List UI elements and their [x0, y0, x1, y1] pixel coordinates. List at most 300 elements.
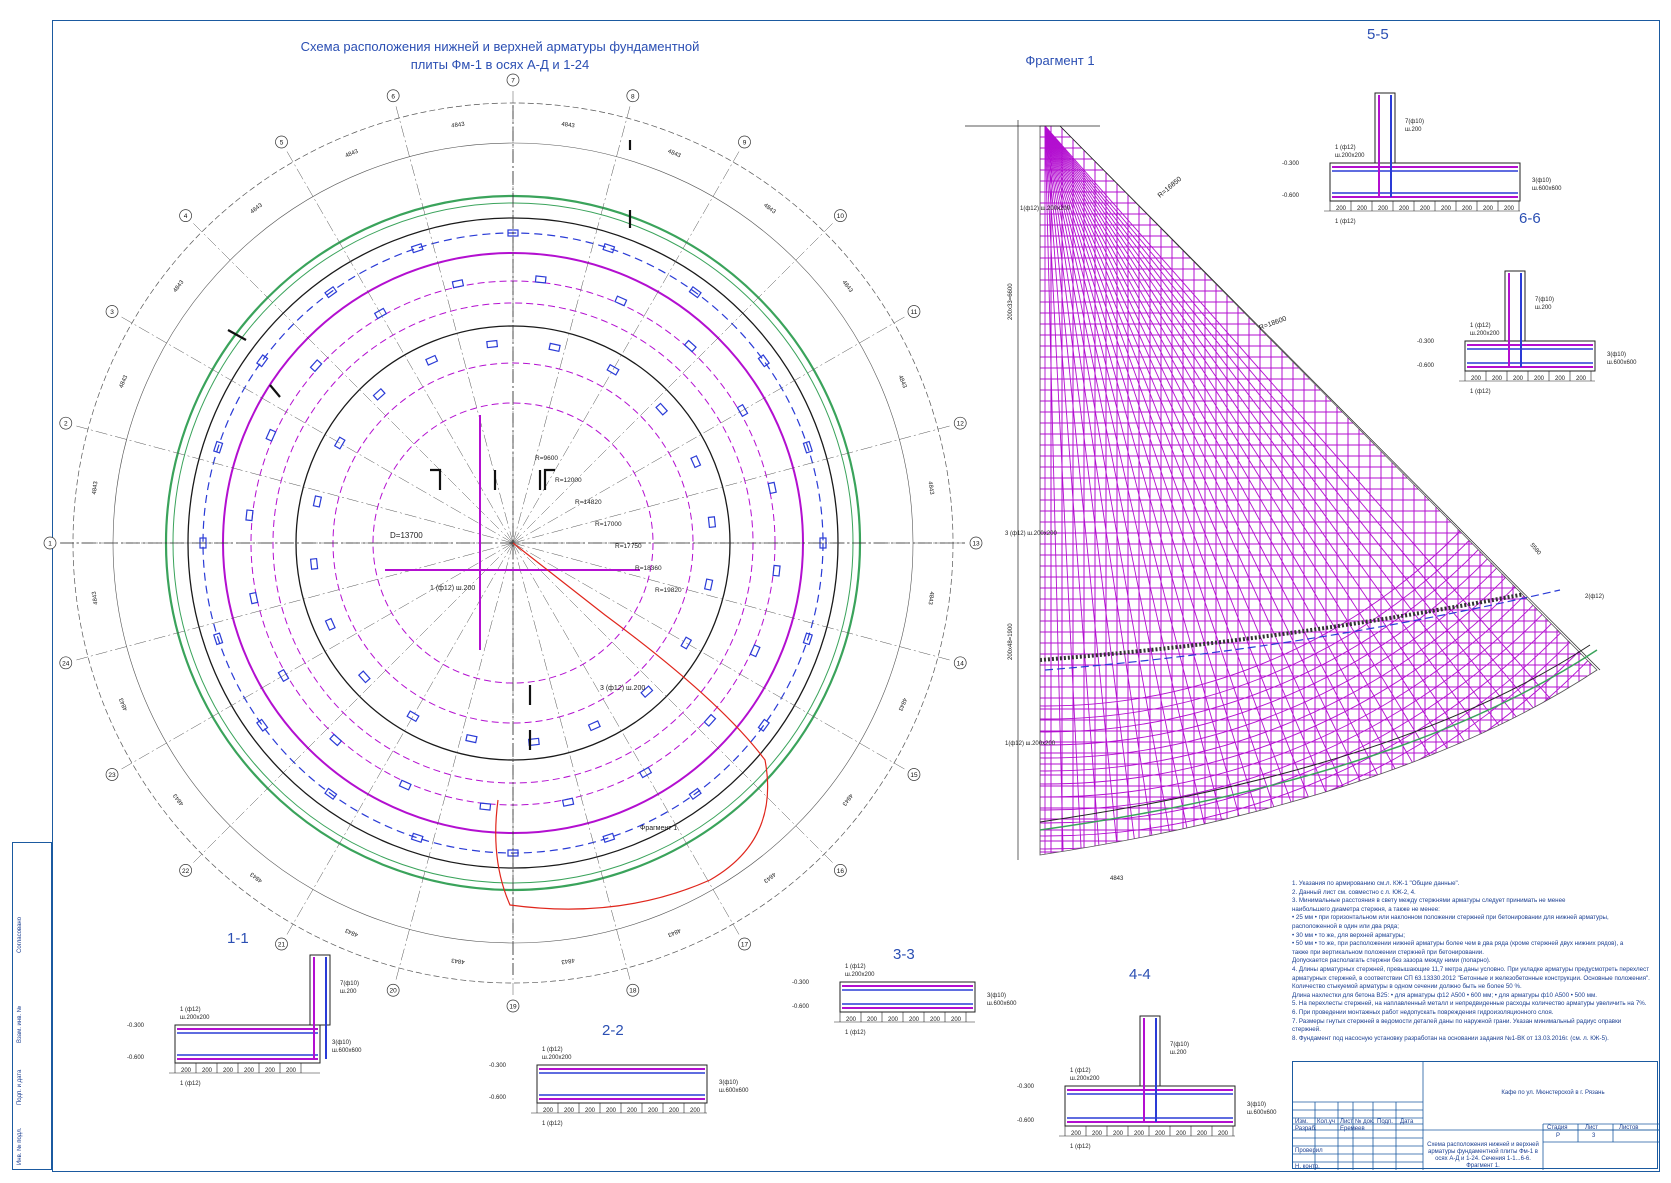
dim-step: 200 [1471, 376, 1482, 382]
axis-label: 17 [740, 941, 749, 949]
radial-axis-line [513, 426, 950, 543]
stamp-replace-inv: Взам. инв. № [17, 1005, 23, 1043]
axis-label: 9 [742, 139, 747, 147]
dim-step: 200 [846, 1017, 857, 1023]
tb-col-3: № док. [1355, 1119, 1375, 1125]
radial-bar [1045, 126, 1624, 815]
rebar-note-3: 3 (ф12) ш.200 [600, 685, 646, 692]
rebar-mark [535, 276, 546, 283]
fragment-callout: Фрагмент 1 [640, 825, 678, 832]
tb-developer: Еремеев [1340, 1126, 1365, 1132]
ring-dimension: 4843 [249, 870, 264, 884]
level-top: -0.300 [1417, 339, 1435, 345]
dim-step: 200 [286, 1068, 297, 1074]
bar7-note: 7(ф10) [1405, 119, 1424, 125]
section-drawing [792, 964, 1017, 1036]
radial-axis-line [513, 543, 904, 769]
fragment-rebar-note-3: 1(ф12) ш.200x200 [1005, 741, 1056, 747]
dim-step: 200 [1483, 206, 1494, 212]
level-bot: -0.600 [1417, 363, 1435, 369]
ring-dimension: 4843 [762, 870, 777, 884]
dim-step: 200 [1218, 1131, 1229, 1137]
radius-label: R=19820 [655, 587, 682, 594]
level-top: -0.300 [127, 1023, 145, 1029]
rebar-mark [480, 803, 491, 810]
radial-bar [1045, 126, 1289, 992]
section-2-2-title: 2-2 [602, 1022, 624, 1039]
stamp-inv-orig: Инв. № подл. [17, 1127, 23, 1165]
radial-bar [1045, 126, 1570, 857]
dim-step: 200 [1378, 206, 1389, 212]
dim-step: 200 [1092, 1131, 1103, 1137]
note-line: Количество стыкуемой арматуры в одном сечении должно быть не более 50 %. [1292, 983, 1522, 991]
slab-outline [1065, 1086, 1235, 1126]
dim-step: 200 [585, 1108, 596, 1114]
note-line: стержней. [1292, 1026, 1321, 1034]
radial-bar [1045, 126, 1495, 905]
ring-dimension: 4843 [560, 121, 575, 130]
tb-role-check: Проверил [1295, 1148, 1323, 1154]
bar-top-note: 1 (ф12) [1070, 1068, 1091, 1074]
bar3-note: 3(ф10) [987, 993, 1006, 999]
dim-step: 200 [627, 1108, 638, 1114]
fragment-dim-4: 4843 [1110, 876, 1124, 882]
dim-step: 200 [951, 1017, 962, 1023]
radius-label: R=17000 [595, 521, 622, 528]
radial-axis-line [193, 223, 513, 543]
radius-label: R=9600 [535, 455, 558, 462]
rebar-mark [691, 456, 701, 468]
bar3-note: 3(ф10) [1532, 178, 1551, 184]
ring-dimension: 4843 [451, 121, 466, 130]
dim-step: 200 [1513, 376, 1524, 382]
bar3-spacing: ш.600x600 [1247, 1110, 1277, 1116]
dim-step: 200 [1576, 376, 1587, 382]
rebar-mark [373, 389, 384, 400]
bar-top-spacing: ш.200x200 [542, 1055, 572, 1061]
axis-label: 10 [836, 213, 845, 221]
ring-bar [244, 0, 1671, 927]
ring-dimension: 4843 [172, 279, 186, 294]
rebar-mark [708, 517, 715, 528]
radial-bar [1045, 126, 1456, 927]
level-top: -0.300 [489, 1063, 507, 1069]
dim-step: 200 [1336, 206, 1347, 212]
ring-bar [179, 0, 1671, 992]
dim-step: 200 [1071, 1131, 1082, 1137]
dim-step: 200 [1357, 206, 1368, 212]
tb-role-dev: Разраб. [1295, 1126, 1317, 1132]
note-line: 4. Длины арматурных стержней, превышающие 11,7 метра даны условно. При укладке арматуры предусмотреть перехлест [1292, 965, 1650, 973]
radial-axis-line [122, 317, 513, 543]
dim-step: 200 [1399, 206, 1410, 212]
ring-bar [257, 0, 1671, 914]
ring-dimension: 4843 [666, 148, 682, 160]
dim-step: 200 [690, 1108, 701, 1114]
bar-top-spacing: ш.200x200 [845, 972, 875, 978]
rebar-mark [750, 645, 760, 657]
ring-dimension: 4843 [926, 481, 935, 496]
tb-col-2: Лист [1340, 1119, 1354, 1125]
slab-outline [537, 1065, 707, 1103]
ring-bar [218, 0, 1671, 953]
rebar-mark [399, 780, 411, 790]
level-bot: -0.600 [792, 1004, 810, 1010]
ring-dimension: 4843 [896, 374, 908, 390]
radial-bar [1045, 126, 1641, 801]
bar3-spacing: ш.600x600 [987, 1001, 1017, 1007]
dim-step: 200 [1492, 376, 1503, 382]
bar3-spacing: ш.600x600 [719, 1088, 749, 1094]
fragment-rebar-note-2: 3 (ф12) ш.200x200 [1005, 531, 1057, 537]
dim-step: 200 [1134, 1131, 1145, 1137]
radial-bar [1045, 126, 1310, 986]
ring-dimension: 4843 [91, 590, 100, 605]
rebar-mark [487, 341, 498, 348]
note-line: 5. На перехлесты стержней, на наплавленный металл и непредвиденные расходы количество арматуры увеличить на 7%. [1292, 1000, 1647, 1008]
dim-step: 200 [1113, 1131, 1124, 1137]
axis-label: 24 [62, 660, 70, 668]
radial-axis-line [513, 543, 739, 934]
section-3-3-title: 3-3 [893, 946, 915, 963]
bar-bot-note: 1 (ф12) [845, 1030, 866, 1036]
dim-step: 200 [888, 1017, 899, 1023]
dim-step: 200 [669, 1108, 680, 1114]
bar7-spacing: ш.200 [1405, 127, 1422, 133]
stamp-sign-date: Подп. и дата [17, 1069, 23, 1105]
title-block [1292, 1061, 1658, 1169]
radius-label: R=18360 [635, 565, 662, 572]
bar7-spacing: ш.200 [1535, 305, 1552, 311]
axis-label: 12 [956, 420, 964, 428]
level-bot: -0.600 [1017, 1118, 1035, 1124]
bar3-note: 3(ф10) [1607, 352, 1626, 358]
ring-dimension: 4843 [926, 590, 935, 605]
axis-label: 11 [910, 309, 918, 316]
bar-top-note: 1 (ф12) [1335, 145, 1356, 151]
note-line: Длина нахлестки для бетона В25: • для арматуры ф12 А500 • 600 мм; • для арматуры ф10 А500 • 500 мм. [1292, 991, 1597, 999]
rebar-mark [466, 735, 477, 743]
bar7-note: 7(ф10) [1170, 1042, 1189, 1048]
tb-sheet: 3 [1592, 1133, 1596, 1139]
note-line: также при вертикальном положении стержней при бетонировании. [1292, 948, 1484, 956]
ring-bar [374, 0, 1671, 797]
dim-step: 200 [606, 1108, 617, 1114]
slab-outline [175, 1025, 320, 1063]
slab-outline [1330, 163, 1520, 201]
tb-col-4: Подп. [1377, 1119, 1393, 1125]
radial-bar [1045, 126, 1179, 1016]
rebar-mark [589, 721, 601, 731]
radial-bar [1045, 126, 1067, 1026]
bar3-spacing: ш.600x600 [1607, 360, 1637, 366]
rebar-mark [412, 244, 423, 253]
tb-drawing-name: Схема расположения нижней и верхней арматуры фундаментной плиты Фм-1 в осях А-Д и 1-24. Сечения 1-1...6-6. Фрагмент 1. [1427, 1142, 1539, 1169]
ring-bar [283, 0, 1671, 888]
bar-bot-note: 1 (ф12) [180, 1081, 201, 1087]
axis-label: 18 [629, 987, 637, 995]
dim-step: 200 [1555, 376, 1566, 382]
note-line: • 50 мм • то же, при расположении нижней арматуры более чем в два ряда (кроме стержней двух нижних рядов), а [1292, 940, 1624, 948]
axis-label: 2 [63, 420, 68, 428]
bar7-note: 7(ф10) [1535, 297, 1554, 303]
section-drawing [1282, 93, 1562, 225]
rebar-mark [603, 244, 614, 253]
tb-col-1: Кол.уч [1317, 1119, 1335, 1125]
axis-label: 16 [836, 867, 845, 875]
bar-top-spacing: ш.200x200 [180, 1015, 210, 1021]
bar3-spacing: ш.600x600 [1532, 186, 1562, 192]
rebar-mark [452, 280, 463, 288]
axis-label: 19 [509, 1003, 517, 1011]
dim-step: 200 [648, 1108, 659, 1114]
diameter-label: D=13700 [390, 531, 423, 540]
bar3-note: 3(ф10) [332, 1040, 351, 1046]
section-5-5-title: 5-5 [1367, 26, 1389, 43]
level-bot: -0.600 [489, 1095, 507, 1101]
radial-bar [1045, 126, 1267, 998]
bar-bot-note: 1 (ф12) [542, 1121, 563, 1127]
bar7-spacing: ш.200 [1170, 1050, 1187, 1056]
bar7-note: 7(ф10) [340, 981, 359, 987]
bar-bot-note: 1 (ф12) [1470, 389, 1491, 395]
level-bot: -0.600 [127, 1055, 145, 1061]
ring-dimension: 4843 [666, 926, 682, 938]
rebar-mark [426, 356, 438, 366]
dim-step: 200 [1176, 1131, 1187, 1137]
axis-label: 13 [972, 540, 980, 548]
rebar-mark [326, 619, 336, 631]
rebar-mark [266, 429, 276, 441]
axis-label: 20 [389, 987, 397, 995]
ring-dimension: 4843 [560, 956, 575, 965]
radial-axis-line [513, 223, 833, 543]
general-notes [1292, 880, 1650, 1043]
tb-stage-header: Стадия [1547, 1125, 1568, 1131]
section-drawing [489, 1047, 749, 1127]
dim-step: 200 [244, 1068, 255, 1074]
bar3-note: 3(ф10) [1247, 1102, 1266, 1108]
bar7-spacing: ш.200 [340, 989, 357, 995]
dim-step: 200 [1504, 206, 1515, 212]
axis-label: 1 [48, 540, 52, 548]
fragment-dim-3: 5580 [1528, 542, 1542, 557]
note-line: арматурных стержней, в соответствии СП 63.13330.2012 "Бетонные и железобетонные конструкции. Основные положения". [1292, 974, 1650, 982]
rebar-mark [704, 715, 715, 726]
radial-bar [1045, 126, 1514, 894]
note-line: 1. Указания по армированию см.л. КЖ-1 "Общие данные". [1292, 880, 1460, 887]
section-drawing [127, 955, 362, 1087]
rebar-mark [313, 496, 321, 507]
note-line: • 25 мм • при горизонтальном или наклонном положении стержней при бетонировании для нижней арматуры, [1292, 914, 1609, 922]
dim-step: 200 [1462, 206, 1473, 212]
bar-bot-note: 1 (ф12) [1070, 1144, 1091, 1150]
ring-dimension: 4843 [451, 956, 466, 965]
tb-role-norm: Н. контр. [1295, 1164, 1320, 1170]
rebar-mark [549, 343, 560, 351]
dim-step: 200 [1155, 1131, 1166, 1137]
dim-step: 200 [223, 1068, 234, 1074]
main-title: Схема расположения нижней и верхней арматуры фундаментной плиты Фм-1 в осях А-Д и 1-24 [300, 39, 700, 72]
ring-dimension: 4843 [172, 792, 186, 807]
ring-dimension: 4843 [249, 202, 264, 216]
axis-label: 21 [277, 941, 286, 949]
axis-label: 15 [910, 772, 918, 779]
ring-dimension: 4843 [840, 279, 854, 294]
ring-dimension: 4843 [344, 148, 360, 160]
radius-labels [535, 455, 682, 594]
rebar-mark [246, 510, 253, 521]
bar-top-note: 1 (ф12) [542, 1047, 563, 1053]
tb-sheets-header: Листов [1619, 1125, 1639, 1131]
radius-label: R=17750 [615, 543, 642, 550]
dim-step: 200 [202, 1068, 213, 1074]
axis-label: 5 [279, 139, 284, 147]
level-top: -0.300 [1017, 1084, 1035, 1090]
note-line: 2. Данный лист см. совместно с л. КЖ-2, 4. [1292, 888, 1416, 896]
rebar-note-1: 1 (ф12) ш.200 [430, 585, 476, 592]
fragment-dim-2: 200x48=1900 [1008, 623, 1014, 660]
tb-stage: Р [1556, 1133, 1561, 1139]
radial-axis-line [513, 152, 739, 543]
radial-axis-line [513, 543, 630, 980]
rebar-mark [311, 559, 318, 570]
tb-col-0: Изм. [1295, 1119, 1308, 1125]
rebar-mark [257, 355, 268, 367]
ring-bar [140, 0, 1671, 1031]
axis-label: 23 [108, 772, 116, 779]
radial-axis-line [513, 317, 904, 543]
dim-step: 200 [543, 1108, 554, 1114]
ring-dimension: 4843 [896, 696, 908, 712]
axis-label: 4 [183, 213, 188, 221]
rebar-mark [603, 833, 614, 842]
dim-step: 200 [867, 1017, 878, 1023]
bar-top-note: 1 (ф12) [180, 1007, 201, 1013]
rebar-mark [758, 355, 769, 367]
section-drawing [1417, 271, 1637, 395]
rebar-mark [656, 403, 667, 414]
radius-label: R=12000 [555, 477, 582, 484]
ring-bar [348, 0, 1671, 823]
rebar-mark [685, 340, 696, 351]
section-1-1-title: 1-1 [227, 930, 249, 947]
bar-top-spacing: ш.200x200 [1335, 153, 1365, 159]
note-line: наибольшего диаметра стержня, а также не менее: [1292, 905, 1440, 913]
note-line: • 30 мм • то же, для верхней арматуры; [1292, 931, 1405, 939]
note-line: 6. При проведении монтажных работ недопускать повреждения гидроизоляционного слоя. [1292, 1008, 1554, 1016]
fragment-dim-1: 200x33=6600 [1008, 283, 1014, 320]
tb-project: Кафе по ул. Мюнстерской в г. Рязань [1501, 1090, 1605, 1096]
rebar-mark [257, 719, 268, 731]
rebar-mark [615, 296, 627, 306]
radius-label: R=14820 [575, 499, 602, 506]
ring-bar [231, 0, 1671, 940]
fragment-rebar-note-4: 2(ф12) [1585, 594, 1604, 600]
dim-step: 200 [1441, 206, 1452, 212]
stamp-approved: Согласовано [17, 916, 23, 953]
level-top: -0.300 [1282, 161, 1300, 167]
axis-label: 14 [956, 660, 964, 668]
axis-label: 8 [631, 93, 635, 101]
rebar-mark [705, 579, 713, 590]
rebar-mark [310, 360, 321, 371]
rebar-mark [412, 833, 423, 842]
ring-dimension: 4843 [91, 481, 100, 496]
dim-step: 200 [930, 1017, 941, 1023]
ring-bar [296, 0, 1671, 875]
bar3-spacing: ш.600x600 [332, 1048, 362, 1054]
dim-step: 200 [1420, 206, 1431, 212]
bar-top-note: 1 (ф12) [845, 964, 866, 970]
rebar-mark [768, 482, 776, 493]
bar3-note: 3(ф10) [719, 1080, 738, 1086]
tb-sheet-header: Лист [1585, 1125, 1599, 1131]
fragment-radius-1: R=16850 [1156, 175, 1184, 200]
note-line: 7. Размеры гнутых стержней в ведомости деталей даны по наружной грани. Указан минимальный радиус оправки [1292, 1017, 1622, 1025]
rebar-mark [359, 671, 370, 682]
note-line: 3. Минимальные расстояния в свету между стержнями арматуры следует принимать не менее [1292, 897, 1566, 905]
dim-step: 200 [564, 1108, 575, 1114]
bar-bot-note: 1 (ф12) [1335, 219, 1356, 225]
dim-step: 200 [181, 1068, 192, 1074]
rebar-mark [563, 798, 574, 806]
bar-top-spacing: ш.200x200 [1470, 331, 1500, 337]
ring-dimension: 4843 [840, 792, 854, 807]
ring-dimension: 4843 [762, 202, 777, 216]
fragment-rebar-note-1: 1(ф12) ш.200x200 [1020, 206, 1071, 212]
section-4-4-title: 4-4 [1129, 966, 1151, 983]
level-top: -0.300 [792, 980, 810, 986]
section-drawing [1017, 1016, 1277, 1150]
ring-dimension: 4843 [118, 696, 130, 712]
dim-step: 200 [1534, 376, 1545, 382]
radial-bar [1045, 126, 1533, 882]
fragment-radius-2: R=18600 [1258, 315, 1288, 332]
ring-dimension: 4843 [344, 926, 360, 938]
fragment-title: Фрагмент 1 [1025, 53, 1095, 68]
rebar-mark [250, 593, 258, 604]
section-cut-marks [228, 140, 630, 750]
radial-axis-line [122, 543, 513, 769]
level-bot: -0.600 [1282, 193, 1300, 199]
tb-col-5: Дата [1400, 1119, 1414, 1125]
rebar-mark [773, 565, 780, 576]
dim-step: 200 [1197, 1131, 1208, 1137]
note-line: 8. Фундамент под насосную установку разработан на основании задания №1-ВК от 13.03.2016г. (см. л. КЖ-5). [1292, 1034, 1609, 1042]
ring-bar [166, 0, 1671, 1005]
ring-bar [361, 0, 1671, 810]
ring-dimension: 4843 [118, 374, 130, 390]
rebar-mark [330, 734, 341, 745]
note-line: Допускается располагать стержни без зазора между ними (попарно). [1292, 957, 1491, 965]
rebar-mark [758, 719, 769, 731]
axis-label: 7 [511, 77, 515, 85]
radial-bar [1045, 126, 1353, 972]
radial-axis-line [76, 426, 513, 543]
section-6-6-title: 6-6 [1519, 210, 1541, 227]
axis-label: 22 [181, 867, 190, 875]
axis-label: 3 [110, 309, 114, 316]
dim-step: 200 [909, 1017, 920, 1023]
radial-bar [1045, 126, 1415, 946]
radial-bar [1045, 126, 1552, 870]
axis-label: 6 [391, 93, 395, 101]
radial-bar [1045, 126, 1374, 964]
bar-top-note: 1 (ф12) [1470, 323, 1491, 329]
bar-top-spacing: ш.200x200 [1070, 1076, 1100, 1082]
dim-step: 200 [265, 1068, 276, 1074]
